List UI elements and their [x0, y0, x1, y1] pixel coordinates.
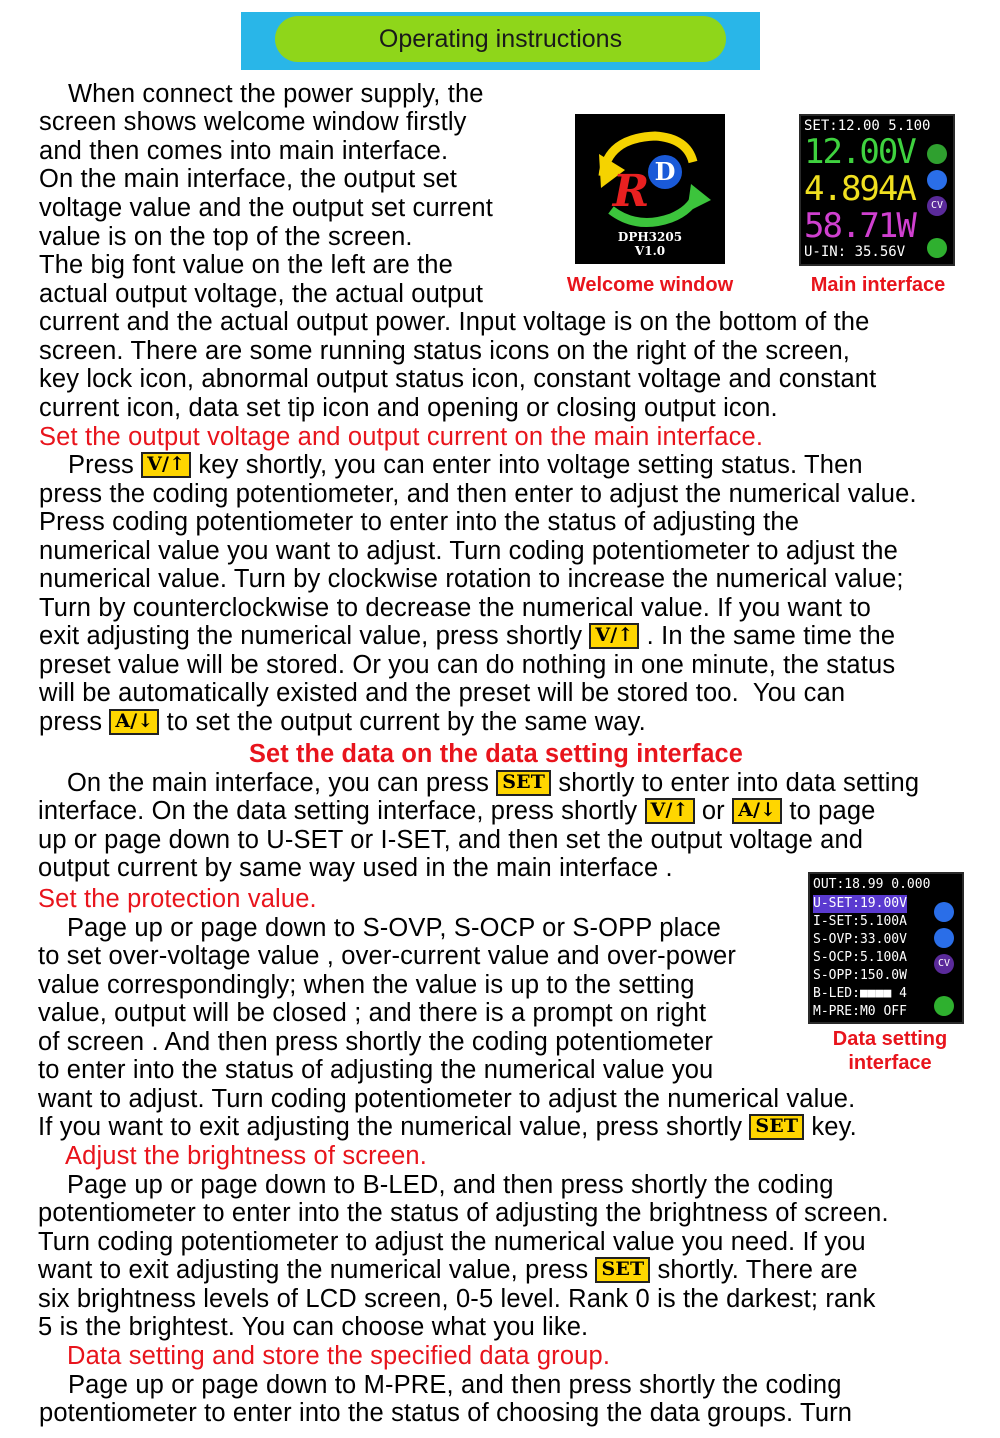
setting-row: M-PRE:M0 OFF	[813, 1004, 907, 1019]
set-values-line: SET:12.00 5.100	[804, 118, 931, 134]
text-line: Page up or page down to M-PRE, and then press shortly the coding	[39, 1371, 842, 1399]
a-down-key-icon: A/↓	[732, 798, 782, 824]
text-line: screen. There are some running status icons on the right of the screen,	[39, 337, 851, 365]
text-line: Page up or page down to S-OVP, S-OCP or S-OPP place	[38, 914, 721, 942]
v-up-key-icon: V/↑	[141, 452, 191, 478]
text-line: numerical value you want to adjust. Turn coding potentiometer to adjust the	[39, 537, 898, 565]
text-line: will be automatically existed and the preset will be stored too. You can	[39, 679, 846, 707]
setting-row: U-SET:19.00V	[813, 896, 907, 911]
set-key-icon: SET	[749, 1114, 804, 1140]
output-voltage: 12.00V	[804, 132, 915, 172]
text-line: Press V/↑ key shortly, you can enter into voltage setting status. Then	[39, 451, 863, 479]
setting-row: B-LED:■■■■ 4	[813, 986, 907, 1001]
text-line: The big font value on the left are the	[39, 251, 453, 279]
text-line: value is on the top of the screen.	[39, 223, 413, 251]
section-heading: Set the output voltage and output current on the main interface.	[39, 423, 764, 451]
a-down-key-icon: A/↓	[109, 709, 159, 735]
svg-text:R: R	[612, 166, 650, 217]
status-check-icon	[927, 170, 947, 190]
set-key-icon: SET	[496, 770, 551, 796]
text-line: press A/↓ to set the output current by the same way.	[39, 708, 646, 736]
text-line: value correspondingly; when the value is up to the setting	[38, 971, 695, 999]
text-line: 5 is the brightest. You can choose what you like.	[38, 1313, 589, 1341]
text-line: Page up or page down to B-LED, and then press shortly the coding	[38, 1171, 834, 1199]
svg-text:D: D	[654, 157, 676, 186]
set-key-icon: SET	[595, 1257, 650, 1283]
text-line: key lock icon, abnormal output status icon, constant voltage and constant	[39, 365, 877, 393]
text-line: On the main interface, you can press SET shortly to enter into data setting	[38, 769, 920, 797]
text-line: If you want to exit adjusting the numerical value, press shortly SET key.	[38, 1113, 857, 1141]
section-heading: Adjust the brightness of screen.	[65, 1142, 427, 1170]
version-label: V1.0	[634, 244, 666, 258]
text-line: exit adjusting the numerical value, press shortly V/↑ . In the same time the	[39, 622, 896, 650]
v-up-key-icon: V/↑	[645, 798, 695, 824]
text-line: want to adjust. Turn coding potentiometer to adjust the numerical value.	[38, 1085, 856, 1113]
setting-row: S-OCP:5.100A	[813, 950, 907, 965]
section-heading: Set the protection value.	[38, 885, 317, 913]
text-line: potentiometer to enter into the status of adjusting the brightness of screen.	[38, 1199, 889, 1227]
text-line: want to exit adjusting the numerical value, press SET shortly. There are	[38, 1256, 858, 1284]
section-heading: Data setting and store the specified data group.	[67, 1342, 611, 1370]
setting-row: I-SET:5.100A	[813, 914, 907, 929]
status-check-icon	[934, 928, 954, 948]
power-icon	[927, 238, 947, 258]
setting-row: S-OPP:150.0W	[813, 968, 907, 983]
text-line: Turn by counterclockwise to decrease the numerical value. If you want to	[39, 594, 871, 622]
text-line: interface. On the data setting interface, press shortly V/↑ or A/↓ to page	[38, 797, 876, 825]
text-line: output current by same way used in the main interface .	[38, 854, 673, 882]
header-banner	[241, 12, 760, 70]
lock-icon	[927, 144, 947, 164]
text-line: six brightness levels of LCD screen, 0-5 level. Rank 0 is the darkest; rank	[38, 1285, 876, 1313]
output-readout: OUT:18.99 0.000	[813, 877, 931, 892]
text-line: screen shows welcome window firstly	[39, 108, 467, 136]
setting-row: S-OVP:33.00V	[813, 932, 907, 947]
text-line: When connect the power supply, the	[39, 80, 484, 108]
caption-line: Data setting	[832, 1028, 948, 1050]
text-line: up or page down to U-SET or I-SET, and then set the output voltage and	[38, 826, 864, 854]
text-line: Press coding potentiometer to enter into the status of adjusting the	[39, 508, 800, 536]
v-up-key-icon: V/↑	[589, 623, 639, 649]
power-icon	[934, 996, 954, 1016]
text-line: current and the actual output power. Input voltage is on the bottom of the	[39, 308, 870, 336]
output-current: 4.894A	[804, 169, 915, 209]
text-line: actual output voltage, the actual output	[39, 280, 484, 308]
output-power: 58.71W	[804, 206, 915, 246]
text-line: On the main interface, the output set	[39, 165, 458, 193]
model-label: DPH3205	[617, 230, 683, 244]
cv-icon: CV	[927, 196, 947, 216]
cv-icon: CV	[934, 954, 954, 974]
data-setting-screen	[808, 872, 964, 1024]
caption-line: interface	[848, 1052, 932, 1074]
text-line: value, output will be closed ; and there is a prompt on right	[38, 999, 707, 1027]
text-line: current icon, data set tip icon and opening or closing output icon.	[39, 394, 778, 422]
main-interface-screen	[799, 114, 955, 266]
text-line: numerical value. Turn by clockwise rotation to increase the numerical value;	[39, 565, 904, 593]
input-voltage: U-IN: 35.56V	[804, 244, 906, 260]
text-line: Turn coding potentiometer to adjust the numerical value you need. If you	[38, 1228, 866, 1256]
section-heading: Set the data on the data setting interface	[248, 740, 743, 768]
data-setting-caption	[800, 1027, 980, 1075]
text-line: to enter into the status of adjusting the numerical value you	[38, 1056, 714, 1084]
text-line: preset value will be stored. Or you can do nothing in one minute, the status	[39, 651, 896, 679]
text-line: press the coding potentiometer, and then enter to adjust the numerical value.	[39, 480, 917, 508]
main-interface-caption: Main interface	[810, 274, 946, 296]
text-line: potentiometer to enter into the status of choosing the data groups. Turn	[39, 1399, 853, 1427]
welcome-window-caption: Welcome window	[566, 274, 734, 296]
lock-icon	[934, 902, 954, 922]
text-line: of screen . And then press shortly the coding potentiometer	[38, 1028, 714, 1056]
text-line: to set over-voltage value , over-current value and over-power	[38, 942, 736, 970]
welcome-window-screen	[575, 114, 725, 264]
text-line: voltage value and the output set current	[39, 194, 493, 222]
page-title: Operating instructions	[275, 16, 726, 62]
text-line: and then comes into main interface.	[39, 137, 449, 165]
